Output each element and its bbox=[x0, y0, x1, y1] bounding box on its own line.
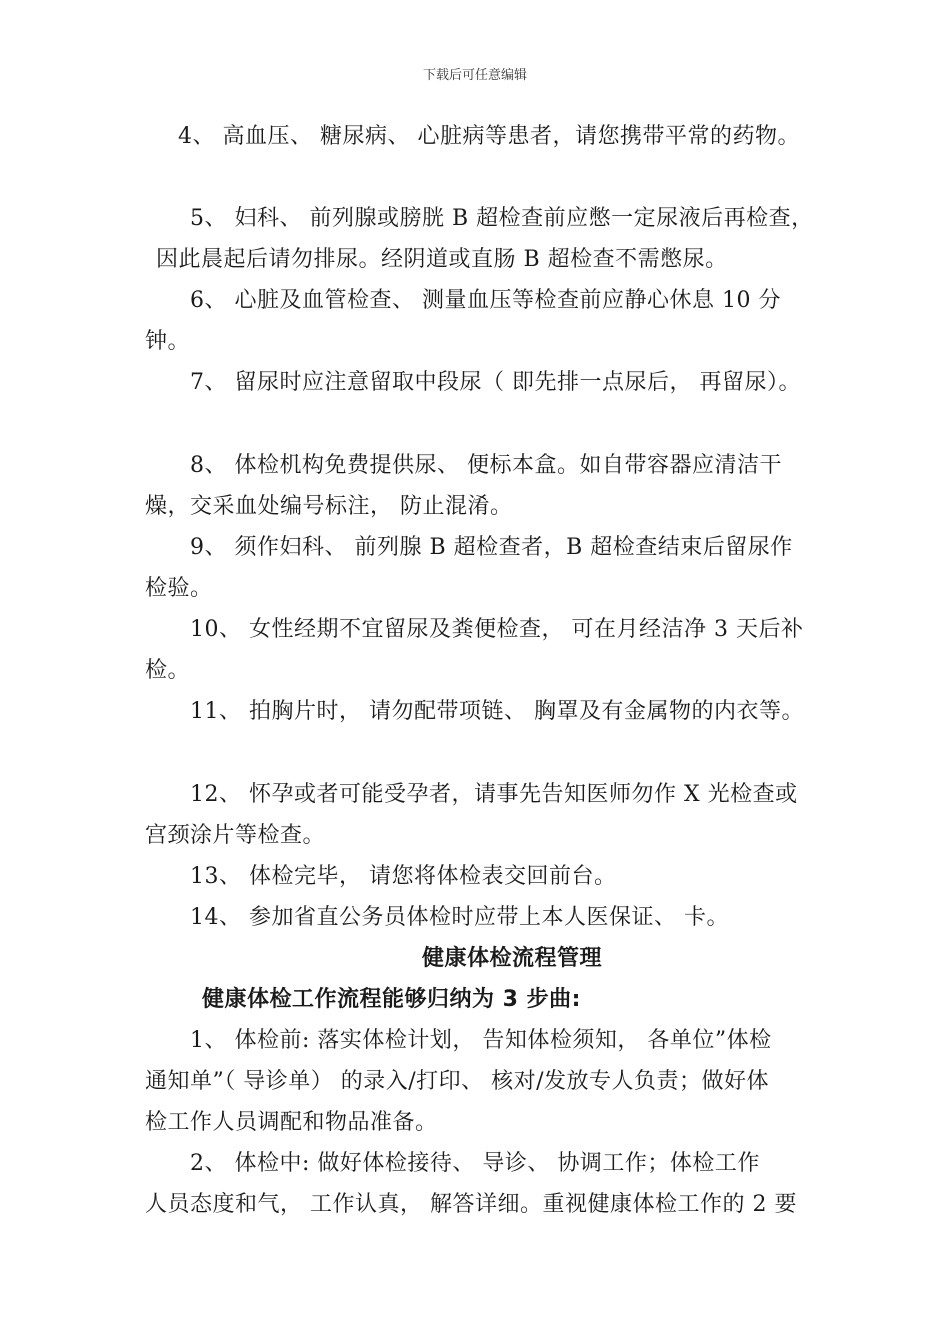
item-5-line-2: 因此晨起后请勿排尿。经阴道或直肠 B 超检查不需憋尿。 bbox=[156, 247, 728, 272]
section-title: 健康体检流程管理 bbox=[422, 946, 603, 971]
item-12-line-1: 12、 怀孕或者可能受孕者，请事先告知医师勿作 X 光检查或 bbox=[190, 782, 798, 807]
item-13: 13、 体检完毕， 请您将体检表交回前台。 bbox=[190, 864, 617, 889]
item-14: 14、 参加省直公务员体检时应带上本人医保证、 卡。 bbox=[190, 905, 729, 930]
item-6-line-2: 钟。 bbox=[145, 329, 191, 354]
page-header: 下载后可任意编辑 bbox=[422, 68, 527, 83]
item-9-line-2: 检验。 bbox=[145, 576, 213, 601]
item-6-line-1: 6、 心脏及血管检查、 测量血压等检查前应静心休息 10 分 bbox=[190, 288, 781, 313]
step-1-line-1: 1、 体检前: 落实体检计划， 告知体检须知， 各单位”体检 bbox=[190, 1028, 772, 1053]
item-12-line-2: 宫颈涂片等检查。 bbox=[145, 823, 326, 848]
item-11: 11、 拍胸片时， 请勿配带项链、 胸罩及有金属物的内衣等。 bbox=[190, 699, 804, 724]
item-10-line-1: 10、 女性经期不宜留尿及粪便检查， 可在月经洁净 3 天后补 bbox=[190, 617, 804, 642]
item-8-line-1: 8、 体检机构免费提供尿、 便标本盒。如自带容器应清洁干 bbox=[190, 453, 782, 478]
step-1-line-3: 检工作人员调配和物品准备。 bbox=[145, 1110, 438, 1135]
item-7: 7、 留尿时应注意留取中段尿（ 即先排一点尿后， 再留尿）。 bbox=[190, 370, 801, 395]
item-10-line-2: 检。 bbox=[145, 658, 191, 683]
step-2-line-1: 2、 体检中: 做好体检接待、 导诊、 协调工作；体检工作 bbox=[190, 1151, 760, 1176]
item-4: 4、 高血压、 糖尿病、 心脏病等患者，请您携带平常的药物。 bbox=[178, 124, 800, 149]
section-subtitle: 健康体检工作流程能够归纳为 3 步曲: bbox=[202, 987, 581, 1012]
item-9-line-1: 9、 须作妇科、 前列腺 B 超检查者，B 超检查结束后留尿作 bbox=[190, 535, 793, 560]
step-2-line-2: 人员态度和气， 工作认真， 解答详细。重视健康体检工作的 2 要 bbox=[145, 1192, 797, 1217]
step-1-line-2: 通知单”（ 导诊单） 的录入/打印、 核对/发放专人负责；做好体 bbox=[145, 1069, 770, 1094]
item-8-line-2: 燥，交采血处编号标注， 防止混淆。 bbox=[145, 494, 513, 519]
item-5-line-1: 5、 妇科、 前列腺或膀胱 B 超检查前应憋一定尿液后再检查， bbox=[190, 206, 814, 231]
